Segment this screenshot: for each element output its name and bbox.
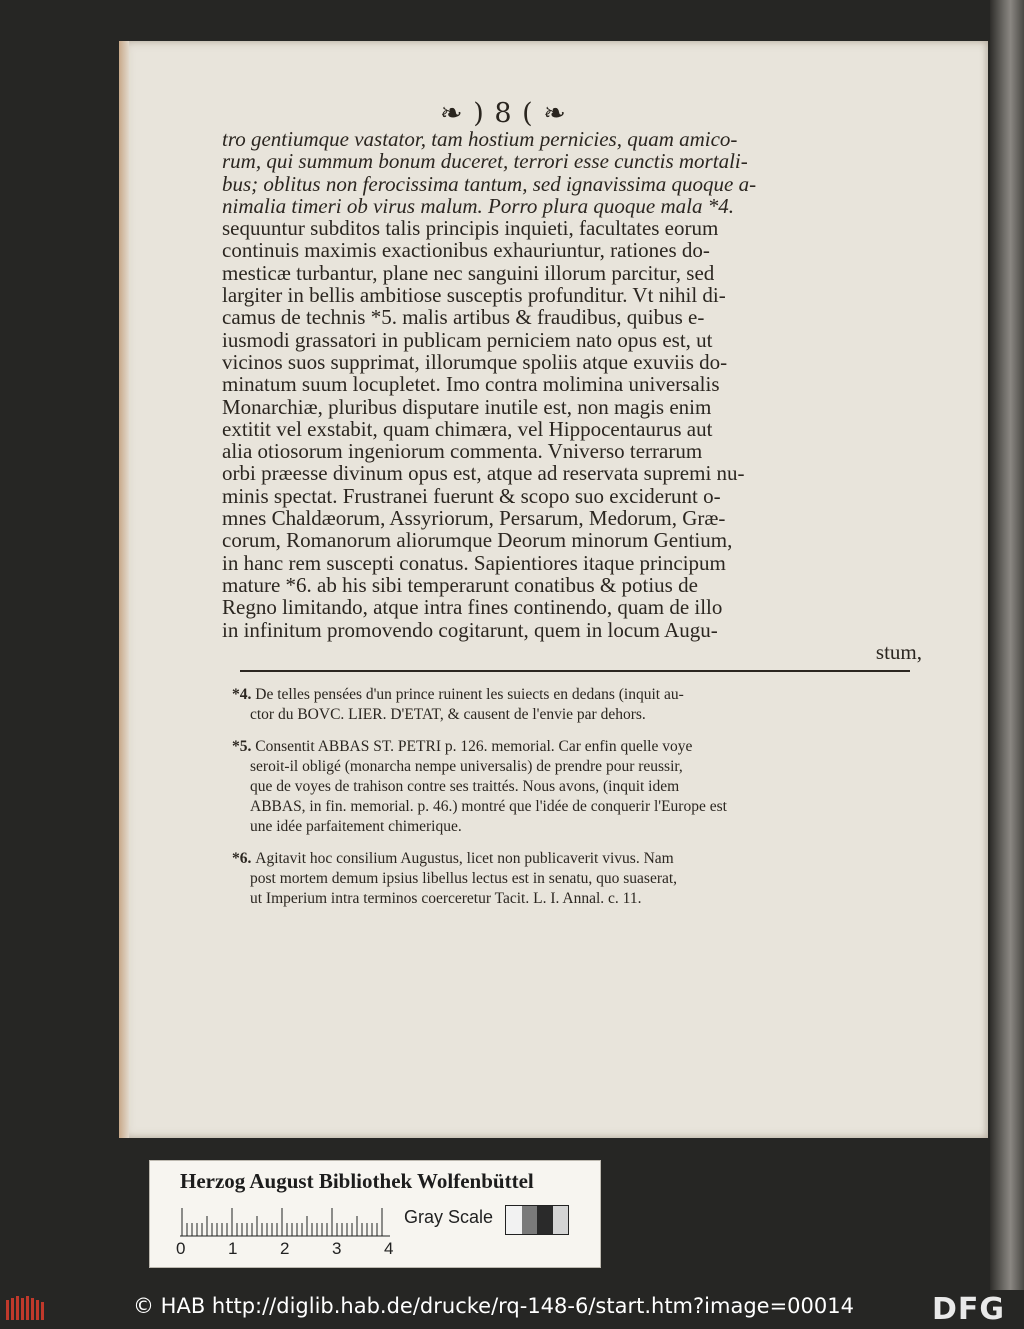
dfg-logo: DFG <box>932 1292 1006 1327</box>
text-line: mature *6. ab his sibi temperarunt conatibus & potius de <box>222 572 698 597</box>
footnote-line <box>232 849 922 869</box>
ruler-labels <box>176 1239 396 1263</box>
gray-swatch <box>522 1206 538 1234</box>
footnote-text: Agitavit hoc consilium Augustus, licet non publicaverit vivus. Nam <box>255 850 674 867</box>
footnote-text: ABBAS, in fin. memorial. p. 46.) montré que l'idée de conquerir l'Europe est <box>250 798 727 815</box>
text-line: tro gentiumque vastator, tam hostium pernicies, quam amico- <box>222 127 738 151</box>
ruler-label: 2 <box>280 1239 290 1258</box>
footnote-text: ut Imperium intra terminos coerceretur Tacit. L. I. Annal. c. 11. <box>250 890 642 907</box>
footnote-text: une idée parfaitement chimerique. <box>250 818 462 835</box>
text-line: largiter in bellis ambitiose susceptis profunditur. Vt nihil di- <box>222 283 726 308</box>
text-line: iusmodi grassatori in publicam perniciem nato opus est, ut <box>222 327 713 352</box>
text-line: alia otiosorum ingeniorum commenta. Vniverso terrarum <box>222 439 703 464</box>
footnote-line <box>232 757 922 777</box>
text-line: in hanc rem suscepti conatus. Sapientiores itaque principum <box>222 550 726 575</box>
footnote <box>232 849 922 909</box>
text-line: corum, Romanorum aliorumque Deorum minorum Gentium, <box>222 528 733 553</box>
footnote-line <box>232 705 922 725</box>
footnote-line <box>232 869 922 889</box>
text-line: Monarchiæ, pluribus disputare inutile est, non magis enim <box>222 394 712 419</box>
gray-scale-swatches <box>505 1205 569 1235</box>
page-edge-shadow <box>119 41 129 1138</box>
text-line: stum, <box>875 639 922 664</box>
running-head: ❧ ) 8 ( ❧ <box>440 98 567 129</box>
text-line: mnes Chaldæorum, Assyriorum, Persarum, Medorum, Græ- <box>222 506 726 531</box>
text-line: orbi præesse divinum opus est, atque ad reservata supremi nu- <box>222 461 745 486</box>
footnote-line <box>232 889 922 909</box>
footnote-text: que de voyes de trahison contre ses traittés. Nous avons, (inquit idem <box>250 778 680 795</box>
footnote-line <box>232 817 922 837</box>
gray-scale-label: Gray Scale <box>404 1207 494 1227</box>
ruler-label: 4 <box>384 1239 394 1258</box>
footnote-text: De telles pensées d'un prince ruinent les suiects en dedans (inquit au- <box>255 686 684 703</box>
text-line: sequuntur subditos talis principis inquieti, facultates eorum <box>222 216 719 241</box>
scan-background-edge <box>990 0 1024 1329</box>
text-line: continuis maximis exactionibus exhauriuntur, rationes do- <box>222 238 710 263</box>
footnote-mark: *6. <box>232 850 256 867</box>
ruler-label: 3 <box>332 1239 342 1258</box>
text-line: extitit vel exstabit, quam chimæra, vel Hippocentaurus aut <box>222 416 713 441</box>
footnote-line <box>232 737 922 757</box>
footnote-line <box>232 797 922 817</box>
gray-swatch <box>537 1206 553 1234</box>
text-line: vicinos suos supprimat, illorumque spoliis atque exuviis do- <box>222 349 728 374</box>
footnote-text: Consentit ABBAS ST. PETRI p. 126. memorial. Car enfin quelle voye <box>255 738 693 755</box>
gray-swatch <box>553 1206 569 1234</box>
ruler-label: 0 <box>176 1239 186 1258</box>
footnote-rule <box>240 670 910 672</box>
footnote-mark: *4. <box>232 686 256 703</box>
footnote <box>232 685 922 725</box>
footnote-line <box>232 777 922 797</box>
text-line: in infinitum promovendo cogitarunt, quem in locum Augu- <box>222 617 718 642</box>
footnote-text: ctor du BOVC. LIER. D'ETAT, & causent de l'envie par dehors. <box>250 706 646 723</box>
text-line: Regno limitando, atque intra fines continendo, quam de illo <box>222 595 723 620</box>
copyright-url[interactable]: © HAB http://diglib.hab.de/drucke/rq-148-6/start.htm?image=00014 <box>133 1294 854 1318</box>
footnote-mark: *5. <box>232 738 256 755</box>
text-line: nimalia timeri ob virus malum. Porro plura quoque mala *4. <box>222 193 734 218</box>
main-text-block <box>222 128 922 663</box>
footnotes-block <box>232 685 922 921</box>
text-line: rum, qui summum bonum duceret, terrori esse cunctis mortali- <box>222 149 748 174</box>
ruler-label: 1 <box>228 1239 238 1258</box>
color-calibration-bar <box>149 1160 601 1268</box>
text-line: bus; oblitus non ferocissima tantum, sed ignavissima quoque a- <box>222 171 757 196</box>
footnote-text: post mortem demum ipsius libellus lectus est in senatu, quo suaserat, <box>250 870 678 887</box>
text-line: minatum suum locupletet. Imo contra molimina universalis <box>222 372 720 397</box>
footnote-text: seroit-il obligé (monarcha nempe universalis) de prendre pour reussir, <box>250 758 683 775</box>
text-line: minis spectat. Frustranei fuerunt & scopo suo exciderunt o- <box>222 483 721 508</box>
gray-swatch <box>506 1206 522 1234</box>
ruler-scale <box>180 1207 390 1237</box>
footnote-line <box>232 685 922 705</box>
text-line: mesticæ turbantur, plane nec sanguini illorum parcitur, sed <box>222 260 715 285</box>
footnote <box>232 737 922 837</box>
library-logo-icon <box>6 1296 46 1322</box>
text-line: camus de technis *5. malis artibus & fraudibus, quibus e- <box>222 305 705 330</box>
library-name: Herzog August Bibliothek Wolfenbüttel <box>180 1169 534 1193</box>
footer-bar <box>0 1290 1024 1329</box>
